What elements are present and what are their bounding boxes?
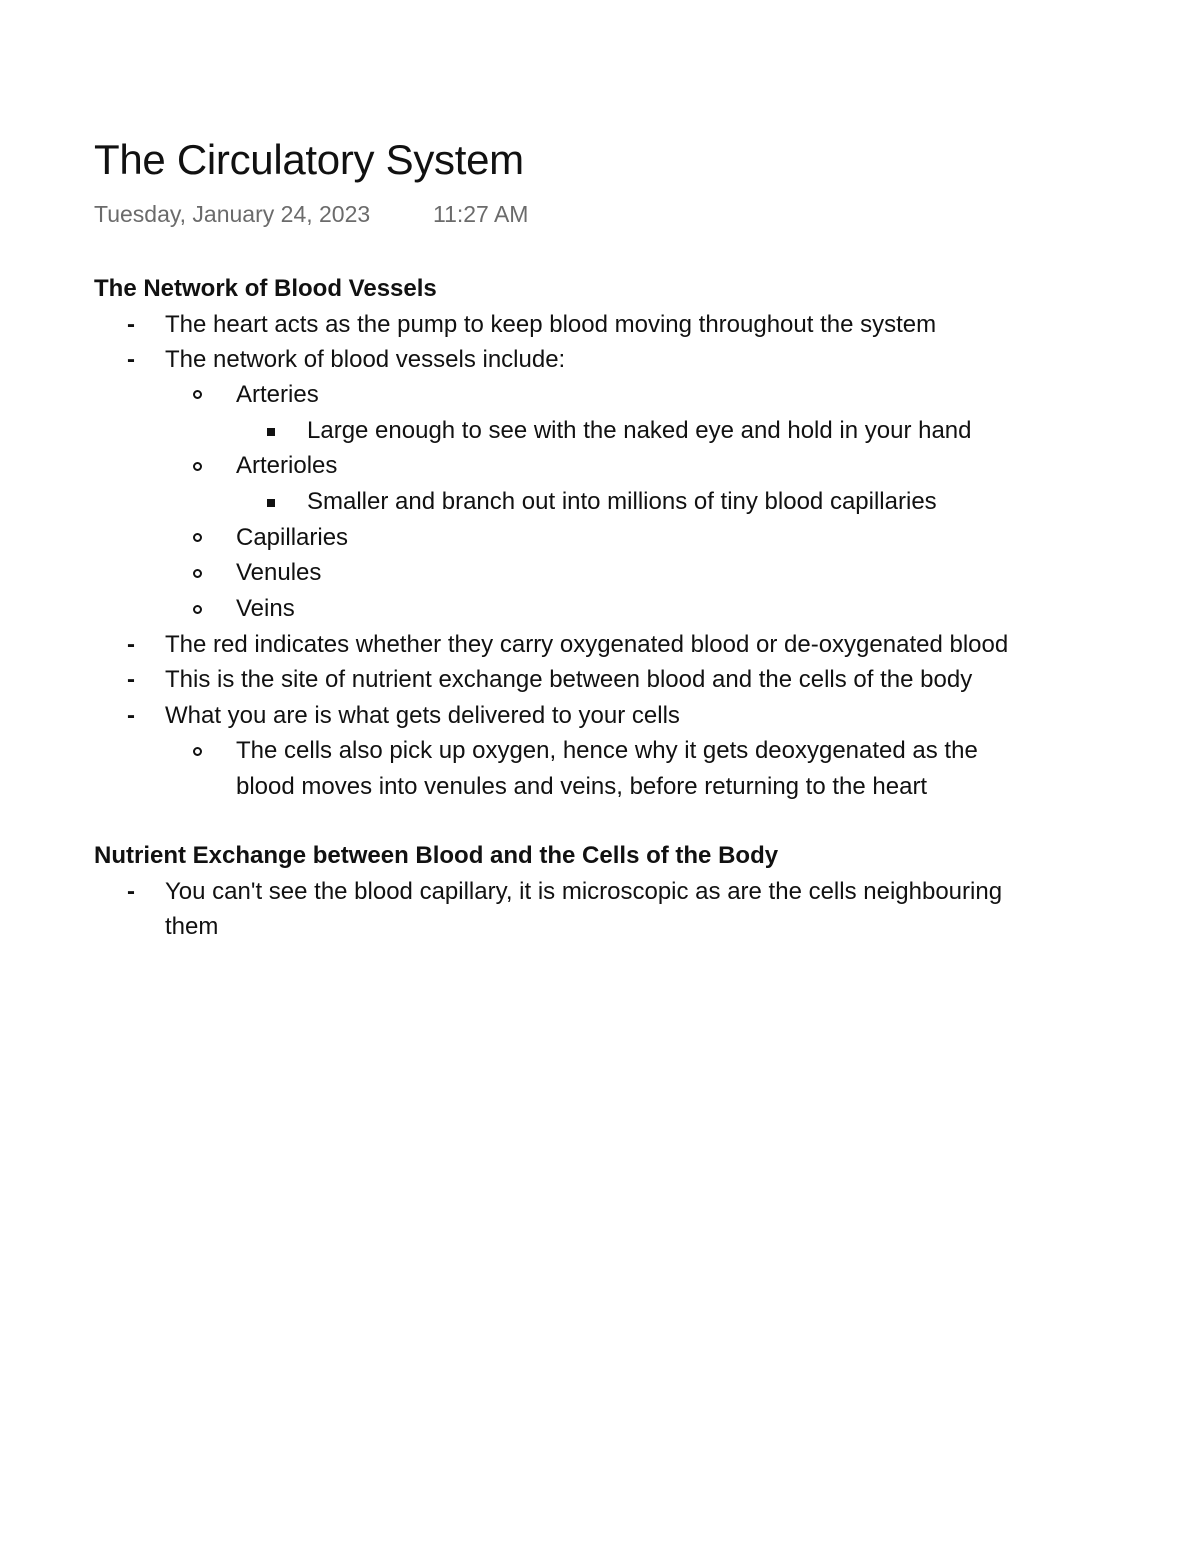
list-item: The cells also pick up oxygen, hence why it gets deoxygenated as the bbox=[236, 737, 978, 764]
list-item: The heart acts as the pump to keep blood moving throughout the system bbox=[165, 311, 937, 338]
list-item: This is the site of nutrient exchange between blood and the cells of the body bbox=[165, 666, 973, 693]
note-date: Tuesday, January 24, 2023 bbox=[94, 201, 371, 227]
dash-bullet: - bbox=[127, 631, 135, 658]
circle-bullet bbox=[193, 747, 202, 756]
list-item: Arterioles bbox=[236, 452, 338, 479]
section-heading-blood-vessels: The Network of Blood Vessels bbox=[94, 275, 437, 302]
dash-bullet: - bbox=[127, 666, 135, 693]
circle-bullet bbox=[193, 462, 202, 471]
circle-bullet bbox=[193, 569, 202, 578]
note-time: 11:27 AM bbox=[433, 201, 529, 227]
list-item: You can't see the blood capillary, it is microscopic as are the cells neighbouring bbox=[165, 878, 1003, 905]
list-item: Smaller and branch out into millions of tiny blood capillaries bbox=[307, 488, 937, 515]
list-item: The red indicates whether they carry oxygenated blood or de-oxygenated blood bbox=[165, 631, 1009, 658]
section-heading-nutrient-exchange: Nutrient Exchange between Blood and the Cells of the Body bbox=[94, 842, 779, 869]
list-item: Veins bbox=[236, 595, 295, 622]
square-bullet bbox=[267, 428, 275, 436]
page-title: The Circulatory System bbox=[94, 136, 524, 183]
list-item: Large enough to see with the naked eye and hold in your hand bbox=[307, 417, 972, 444]
dash-bullet: - bbox=[127, 878, 135, 905]
circle-bullet bbox=[193, 390, 202, 399]
list-item: Arteries bbox=[236, 381, 319, 408]
list-item: Venules bbox=[236, 559, 322, 586]
list-item-continuation: blood moves into venules and veins, before returning to the heart bbox=[236, 773, 928, 800]
list-item: The network of blood vessels include: bbox=[165, 346, 566, 373]
square-bullet bbox=[267, 499, 275, 507]
circle-bullet bbox=[193, 605, 202, 614]
dash-bullet: - bbox=[127, 702, 135, 729]
list-item: Capillaries bbox=[236, 524, 349, 551]
dash-bullet: - bbox=[127, 346, 135, 373]
list-item: What you are is what gets delivered to your cells bbox=[165, 702, 680, 729]
circle-bullet bbox=[193, 533, 202, 542]
list-item-continuation: them bbox=[165, 913, 219, 940]
dash-bullet: - bbox=[127, 311, 135, 338]
